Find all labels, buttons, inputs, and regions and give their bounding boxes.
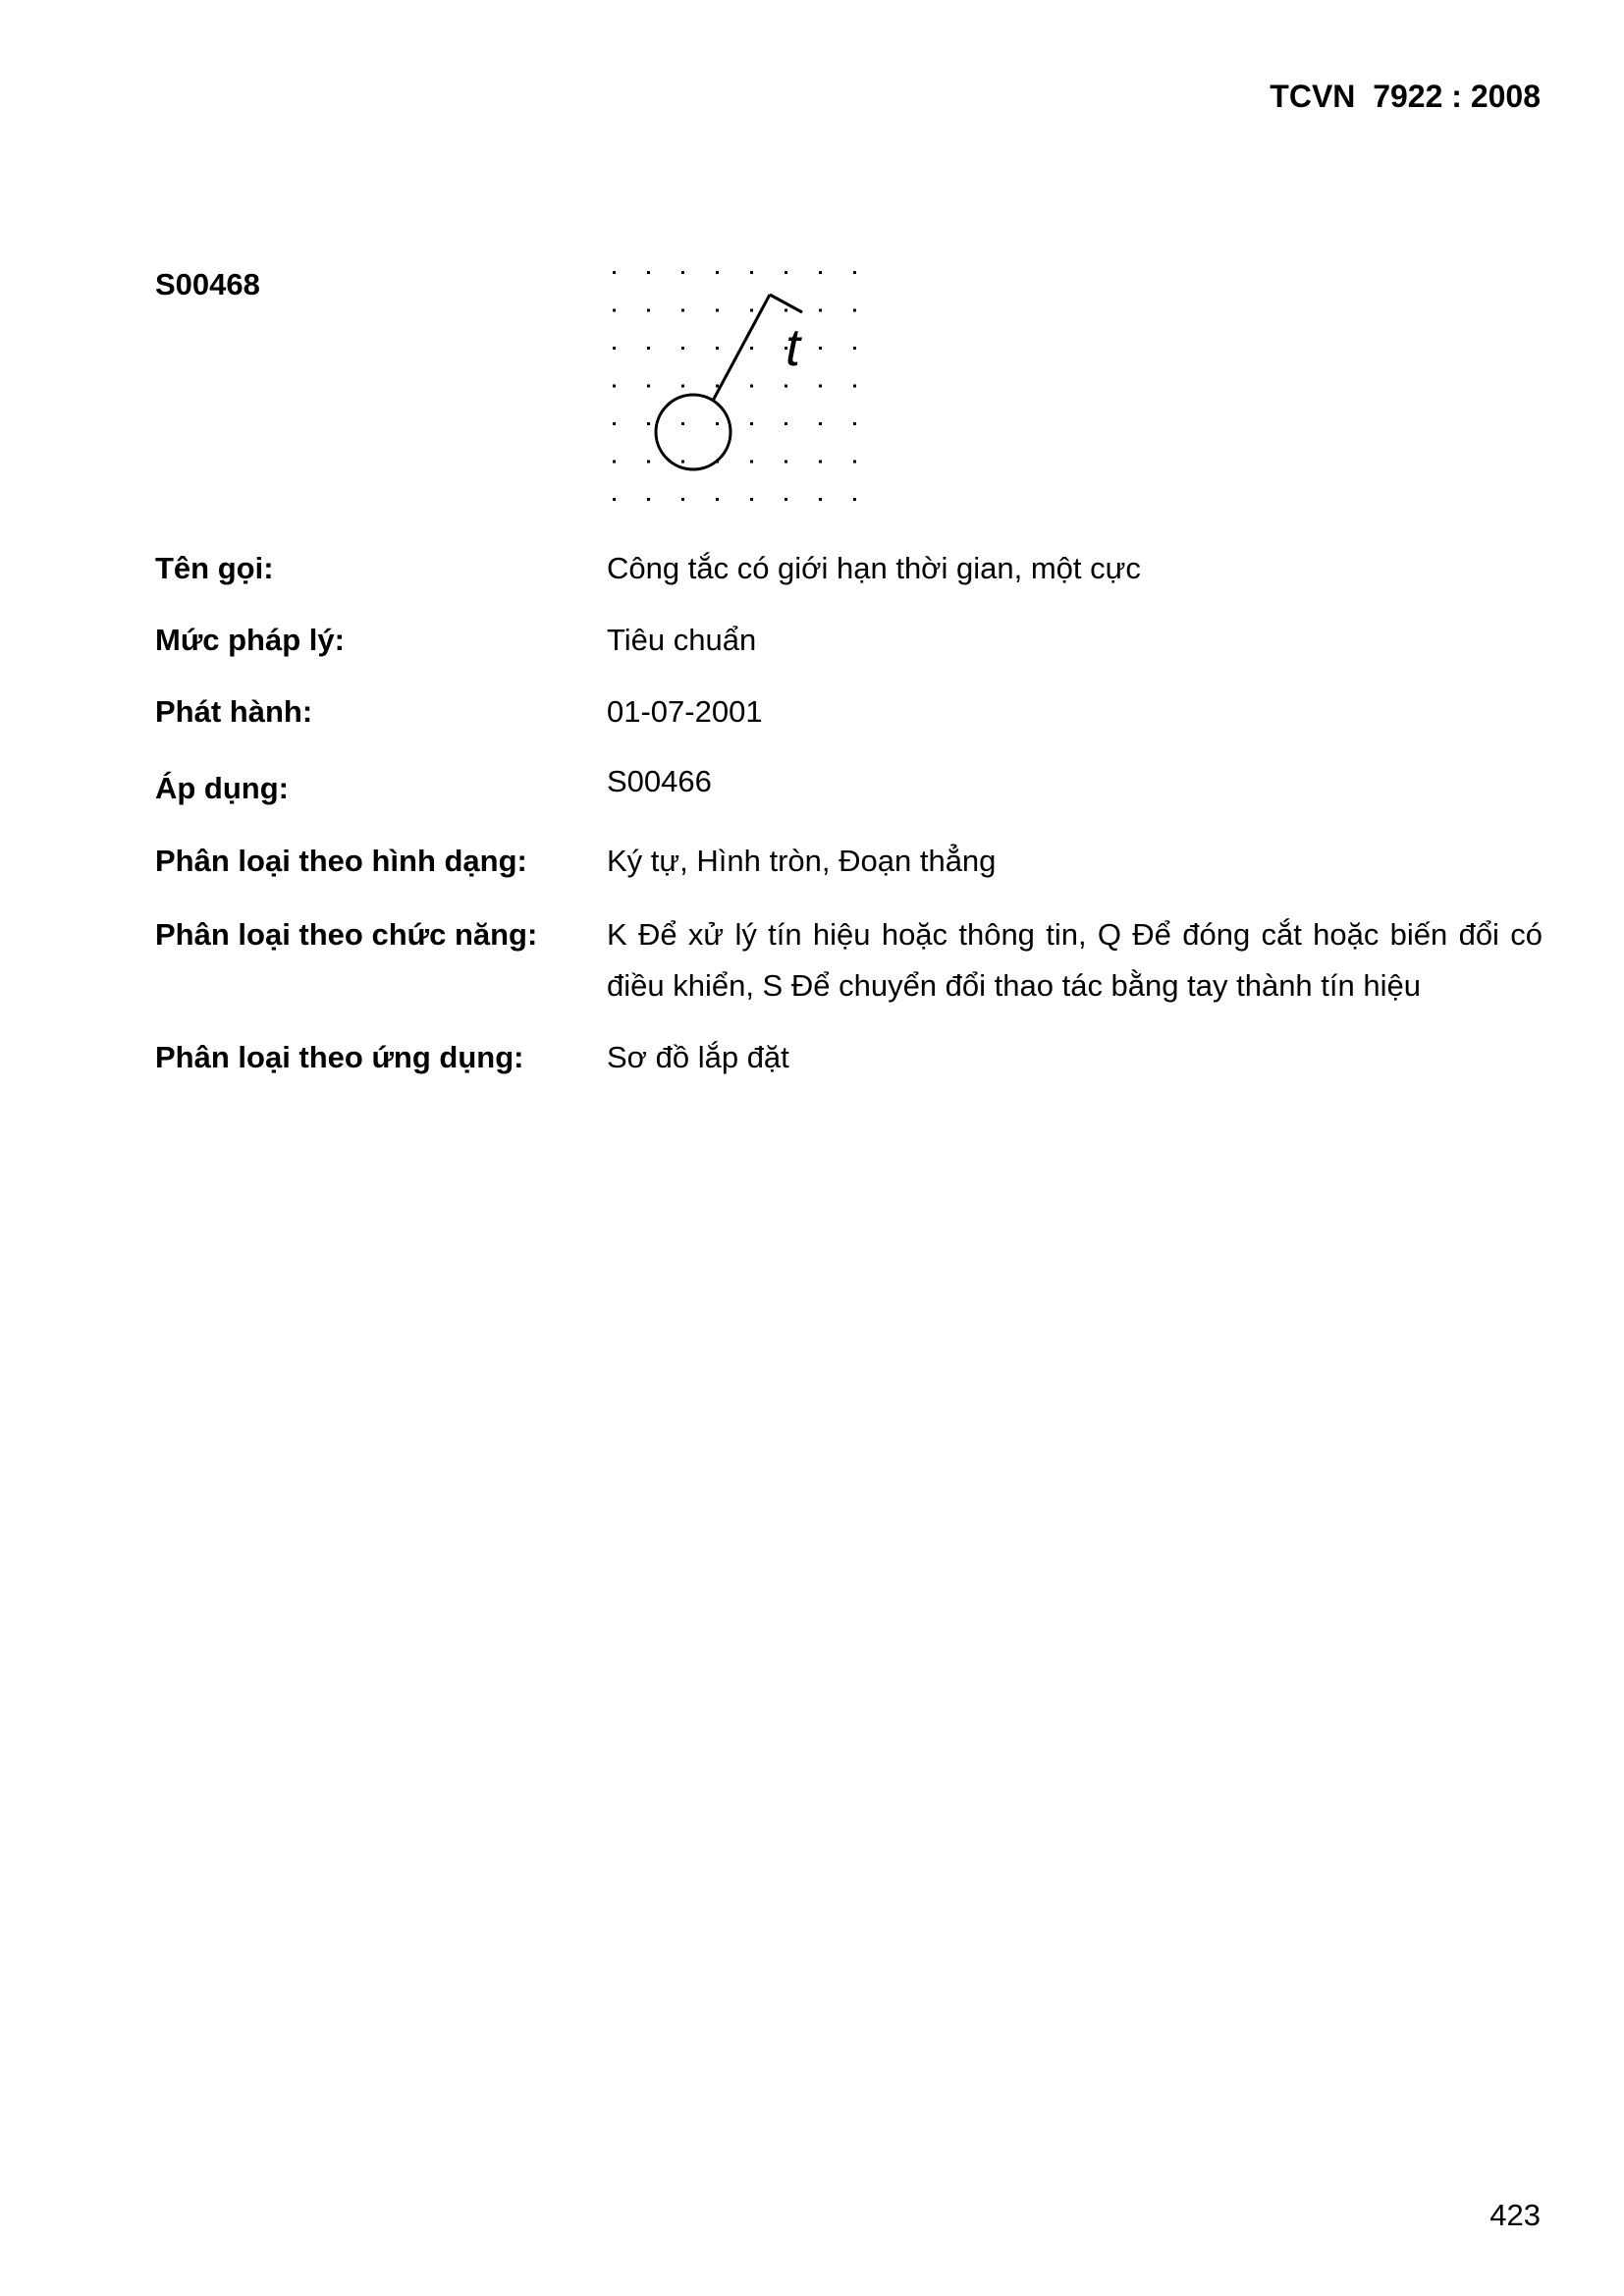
property-row-applies <box>155 764 1543 807</box>
grid-dot <box>681 461 684 464</box>
grid-dot <box>785 422 787 425</box>
symbol-code: S00468 <box>155 267 260 301</box>
grid-dot <box>819 498 822 501</box>
property-row-name <box>155 550 1543 594</box>
property-value: S00466 <box>607 764 712 798</box>
property-label: Phân loại theo chức năng: <box>155 917 538 952</box>
grid-dot <box>647 347 650 350</box>
grid-dot <box>647 309 650 312</box>
grid-dot <box>785 385 787 388</box>
grid-dot <box>853 347 856 350</box>
grid-dot <box>681 498 684 501</box>
property-row-legal-level <box>155 622 1543 666</box>
grid-dot <box>647 461 650 464</box>
switch-circle <box>656 395 731 469</box>
grid-dot <box>750 498 753 501</box>
grid-dot <box>681 347 684 350</box>
grid-dot <box>819 461 822 464</box>
grid-dot <box>613 422 616 425</box>
grid-dot <box>853 461 856 464</box>
grid-dot <box>853 385 856 388</box>
grid-dot <box>613 309 616 312</box>
grid-dot <box>750 347 753 350</box>
grid-dot <box>785 461 787 464</box>
grid-dot <box>613 498 616 501</box>
property-label: Phân loại theo hình dạng: <box>155 844 527 878</box>
grid-dot <box>819 347 822 350</box>
property-row-function-class <box>155 916 1543 1011</box>
grid-dot <box>613 385 616 388</box>
property-value: Tiêu chuẩn <box>607 623 757 657</box>
grid-dot <box>785 271 787 274</box>
grid-dot <box>750 461 753 464</box>
symbol-drawing <box>603 257 868 518</box>
grid-dot <box>853 271 856 274</box>
property-row-shape-class <box>155 843 1543 887</box>
page-number: 423 <box>1489 2198 1541 2232</box>
grid-dot <box>819 385 822 388</box>
property-label: Áp dụng: <box>155 771 290 805</box>
grid-dot <box>750 271 753 274</box>
grid-dot <box>647 385 650 388</box>
grid-dot <box>853 309 856 312</box>
grid-dot <box>613 347 616 350</box>
grid-dot <box>785 498 787 501</box>
grid-dot <box>647 422 650 425</box>
time-limit-switch-symbol-icon <box>603 257 868 518</box>
grid-dot <box>647 271 650 274</box>
grid-dot <box>853 498 856 501</box>
property-value: Ký tự, Hình tròn, Đoạn thẳng <box>607 844 997 878</box>
property-value: K Để xử lý tín hiệu hoặc thông tin, Q Để đóng cắt hoặc biến đổi có điều khiển, S Để chuyển đổi thao tác bằng tay thành tín hiệu <box>607 917 1543 1003</box>
property-value: 01-07-2001 <box>607 694 763 729</box>
property-value: Công tắc có giới hạn thời gian, một cực <box>607 551 1141 585</box>
grid-dot <box>613 461 616 464</box>
grid-dot <box>819 422 822 425</box>
grid-dot <box>681 385 684 388</box>
grid-dot <box>785 309 787 312</box>
grid-dot <box>750 422 753 425</box>
property-label: Phát hành: <box>155 694 313 729</box>
grid-dot <box>716 422 719 425</box>
grid-dots <box>613 271 856 501</box>
standard-header: TCVN 7922 : 2008 <box>1270 79 1541 114</box>
property-row-application-class <box>155 1039 1543 1083</box>
grid-dot <box>819 271 822 274</box>
grid-dot <box>716 309 719 312</box>
property-label: Mức pháp lý: <box>155 623 345 657</box>
grid-dot <box>716 271 719 274</box>
grid-dot <box>716 498 719 501</box>
grid-dot <box>750 385 753 388</box>
grid-dot <box>750 309 753 312</box>
grid-dot <box>681 422 684 425</box>
time-letter: t <box>785 318 801 377</box>
grid-dot <box>681 309 684 312</box>
grid-dot <box>681 271 684 274</box>
grid-dot <box>647 498 650 501</box>
grid-dot <box>613 271 616 274</box>
switch-contact-line <box>713 295 770 401</box>
property-row-release <box>155 693 1543 738</box>
grid-dot <box>819 309 822 312</box>
property-label: Tên gọi: <box>155 551 274 585</box>
grid-dot <box>853 422 856 425</box>
property-value: Sơ đồ lắp đặt <box>607 1040 789 1074</box>
grid-dot <box>716 347 719 350</box>
grid-dot <box>716 385 719 388</box>
property-label: Phân loại theo ứng dụng: <box>155 1040 524 1074</box>
